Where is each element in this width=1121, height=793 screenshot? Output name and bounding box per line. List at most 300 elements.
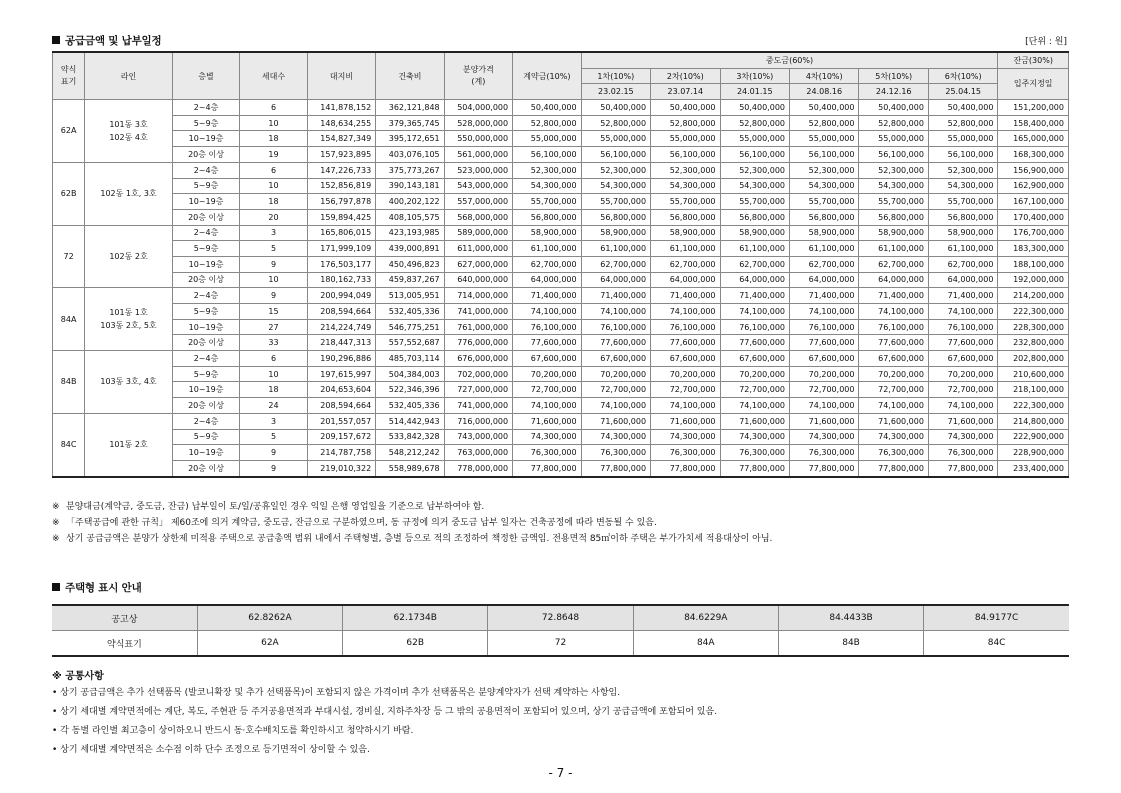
- cell-installment: 55,000,000: [720, 131, 789, 147]
- cell-deposit: 67,600,000: [513, 351, 581, 367]
- cell-installment: 77,600,000: [790, 335, 859, 351]
- cell-short-type: 84B: [778, 631, 923, 657]
- cell-installment: 52,800,000: [859, 115, 928, 131]
- cell-installment: 52,300,000: [790, 162, 859, 178]
- cell-installment: 55,000,000: [790, 131, 859, 147]
- cell-deposit: 50,400,000: [513, 100, 581, 116]
- cell-short-type: 84A: [633, 631, 778, 657]
- cell-floor: 20층 이상: [172, 398, 239, 414]
- section-title-text: 공급금액 및 납부일정: [65, 35, 162, 47]
- cell-total: 627,000,000: [444, 256, 512, 272]
- note-text: 분양대금(계약금, 중도금, 잔금) 납부일이 토/일/공휴일인 경우 익일 은행 영업일을 기준으로 납부하여야 함.: [66, 502, 485, 512]
- table-row: [53, 335, 1069, 351]
- cell-total: 557,000,000: [444, 194, 512, 210]
- header-installment-label: 4차(10%): [790, 68, 859, 84]
- table-row: [53, 131, 1069, 147]
- cell-deposit: 74,100,000: [513, 398, 581, 414]
- cell-installment: 52,300,000: [581, 162, 650, 178]
- cell-installment: 72,700,000: [651, 382, 720, 398]
- header-building: 건축비: [376, 52, 444, 100]
- cell-installment: 52,800,000: [651, 115, 720, 131]
- cell-units: 10: [240, 178, 307, 194]
- cell-installment: 70,200,000: [581, 366, 650, 382]
- cell-balance: 151,200,000: [998, 100, 1069, 116]
- cell-building: 548,212,242: [376, 445, 444, 461]
- common-item: • 상기 세대별 계약면적에는 계단, 복도, 주현관 등 주거공용면적과 부대시설, 경비실, 지하주차장 등 그 밖의 공용면적이 포함되어 있으며, 상기 공급금액에 포함되어 있음.: [52, 707, 718, 717]
- cell-installment: 56,800,000: [720, 209, 789, 225]
- cell-total: 716,000,000: [444, 413, 512, 429]
- table-row: [53, 366, 1069, 382]
- cell-installment: 52,300,000: [651, 162, 720, 178]
- header-balance: 잔금(30%): [998, 52, 1069, 68]
- cell-floor: 10~19층: [172, 131, 239, 147]
- cell-installment: 62,700,000: [651, 256, 720, 272]
- cell-installment: 58,900,000: [790, 225, 859, 241]
- cell-deposit: 55,700,000: [513, 194, 581, 210]
- cell-installment: 67,600,000: [581, 351, 650, 367]
- cell-floor: 5~9층: [172, 115, 239, 131]
- cell-units: 6: [240, 100, 307, 116]
- note-mark: ※: [52, 502, 60, 512]
- cell-installment: 56,800,000: [581, 209, 650, 225]
- cell-installment: 55,700,000: [581, 194, 650, 210]
- cell-deposit: 62,700,000: [513, 256, 581, 272]
- cell-installment: 56,100,000: [581, 147, 650, 163]
- cell-installment: 55,700,000: [928, 194, 998, 210]
- cell-balance: 192,000,000: [998, 272, 1069, 288]
- table-row: [53, 241, 1069, 257]
- note-text: 상기 공급금액은 분양가 상한제 미적용 주택으로 공급총액 범위 내에서 주택형별, 층별 등으로 적의 조정하여 책정한 금액임. 전용면적 85㎡이하 주택은 부가가치세 적용대상이 아님.: [66, 534, 773, 544]
- cell-installment: 74,100,000: [581, 398, 650, 414]
- cell-installment: 76,300,000: [790, 445, 859, 461]
- cell-building: 522,346,396: [376, 382, 444, 398]
- cell-installment: 77,800,000: [651, 460, 720, 476]
- cell-installment: 76,300,000: [651, 445, 720, 461]
- cell-floor: 2~4층: [172, 225, 239, 241]
- cell-installment: 56,100,000: [928, 147, 998, 163]
- cell-deposit: 72,700,000: [513, 382, 581, 398]
- cell-balance: 222,900,000: [998, 429, 1069, 445]
- cell-total: 714,000,000: [444, 288, 512, 304]
- cell-deposit: 76,300,000: [513, 445, 581, 461]
- cell-floor: 10~19층: [172, 256, 239, 272]
- cell-installment: 55,000,000: [651, 131, 720, 147]
- cell-deposit: 55,000,000: [513, 131, 581, 147]
- section-title-text: 주택형 표시 안내: [65, 582, 142, 594]
- cell-total: 528,000,000: [444, 115, 512, 131]
- cell-type: 84C: [53, 413, 85, 476]
- header-floor: 층별: [172, 52, 239, 100]
- cell-balance: 168,300,000: [998, 147, 1069, 163]
- cell-installment: 61,100,000: [790, 241, 859, 257]
- cell-land: 208,594,664: [307, 304, 375, 320]
- cell-installment: 76,300,000: [720, 445, 789, 461]
- cell-land: 154,827,349: [307, 131, 375, 147]
- cell-installment: 74,300,000: [859, 429, 928, 445]
- cell-line: 102동 2호: [85, 225, 173, 288]
- cell-installment: 58,900,000: [581, 225, 650, 241]
- cell-balance: 228,900,000: [998, 445, 1069, 461]
- cell-installment: 54,300,000: [720, 178, 789, 194]
- cell-installment: 58,900,000: [651, 225, 720, 241]
- table-row: [53, 445, 1069, 461]
- cell-floor: 2~4층: [172, 100, 239, 116]
- cell-installment: 71,600,000: [720, 413, 789, 429]
- cell-installment: 61,100,000: [651, 241, 720, 257]
- cell-short-type: 62A: [197, 631, 342, 657]
- header-installment-date: 25.04.15: [928, 84, 998, 100]
- cell-floor: 5~9층: [172, 241, 239, 257]
- cell-installment: 74,300,000: [790, 429, 859, 445]
- cell-installment: 71,600,000: [928, 413, 998, 429]
- cell-installment: 50,400,000: [581, 100, 650, 116]
- cell-installment: 52,300,000: [859, 162, 928, 178]
- cell-land: 165,806,015: [307, 225, 375, 241]
- cell-installment: 74,300,000: [581, 429, 650, 445]
- cell-total: 589,000,000: [444, 225, 512, 241]
- cell-land: 152,856,819: [307, 178, 375, 194]
- table-row: [53, 178, 1069, 194]
- cell-units: 6: [240, 351, 307, 367]
- header-total: 분양가격 (계): [444, 52, 512, 100]
- cell-balance: 165,000,000: [998, 131, 1069, 147]
- cell-installment: 71,600,000: [651, 413, 720, 429]
- cell-installment: 62,700,000: [928, 256, 998, 272]
- cell-installment: 77,600,000: [581, 335, 650, 351]
- cell-units: 24: [240, 398, 307, 414]
- cell-installment: 54,300,000: [581, 178, 650, 194]
- header-installment-label: 2차(10%): [651, 68, 720, 84]
- cell-building: 532,405,336: [376, 398, 444, 414]
- cell-type: 84A: [53, 288, 85, 351]
- cell-installment: 55,700,000: [859, 194, 928, 210]
- cell-building: 403,076,105: [376, 147, 444, 163]
- header-installment-label: 1차(10%): [581, 68, 650, 84]
- common-item: • 상기 공급금액은 추가 선택품목 (발코니확장 및 추가 선택품목)이 포함되지 않은 가격이며 추가 선택품목은 분양계약자가 선택 계약하는 사항임.: [52, 688, 621, 698]
- common-list: [52, 684, 717, 760]
- cell-line: 101동 1호 103동 2호, 5호: [85, 288, 173, 351]
- cell-building: 532,405,336: [376, 304, 444, 320]
- cell-installment: 58,900,000: [859, 225, 928, 241]
- cell-installment: 74,100,000: [720, 398, 789, 414]
- cell-balance: 167,100,000: [998, 194, 1069, 210]
- cell-balance: 158,400,000: [998, 115, 1069, 131]
- cell-total: 676,000,000: [444, 351, 512, 367]
- cell-building: 557,552,687: [376, 335, 444, 351]
- cell-land: 208,594,664: [307, 398, 375, 414]
- cell-deposit: 52,800,000: [513, 115, 581, 131]
- cell-building: 362,121,848: [376, 100, 444, 116]
- cell-official-type: 72.8648: [488, 605, 633, 631]
- cell-deposit: 77,600,000: [513, 335, 581, 351]
- cell-official-type: 84.6229A: [633, 605, 778, 631]
- cell-installment: 74,100,000: [859, 398, 928, 414]
- cell-floor: 20층 이상: [172, 460, 239, 476]
- table-row: [53, 319, 1069, 335]
- table-row: [53, 288, 1069, 304]
- cell-deposit: 54,300,000: [513, 178, 581, 194]
- header-installment-date: 23.02.15: [581, 84, 650, 100]
- cell-land: 156,797,878: [307, 194, 375, 210]
- cell-deposit: 77,800,000: [513, 460, 581, 476]
- cell-installment: 74,100,000: [859, 304, 928, 320]
- cell-land: 209,157,672: [307, 429, 375, 445]
- cell-deposit: 71,400,000: [513, 288, 581, 304]
- cell-line: 102동 1호, 3호: [85, 162, 173, 225]
- cell-installment: 77,600,000: [859, 335, 928, 351]
- cell-units: 5: [240, 241, 307, 257]
- cell-installment: 54,300,000: [859, 178, 928, 194]
- cell-installment: 74,100,000: [651, 398, 720, 414]
- cell-units: 6: [240, 162, 307, 178]
- cell-installment: 54,300,000: [651, 178, 720, 194]
- cell-installment: 74,300,000: [720, 429, 789, 445]
- cell-balance: 214,800,000: [998, 413, 1069, 429]
- cell-units: 20: [240, 209, 307, 225]
- cell-deposit: 74,300,000: [513, 429, 581, 445]
- cell-installment: 77,600,000: [651, 335, 720, 351]
- header-land: 대지비: [307, 52, 375, 100]
- cell-land: 171,999,109: [307, 241, 375, 257]
- cell-units: 27: [240, 319, 307, 335]
- cell-building: 558,989,678: [376, 460, 444, 476]
- cell-installment: 55,700,000: [790, 194, 859, 210]
- cell-installment: 62,700,000: [720, 256, 789, 272]
- cell-installment: 67,600,000: [859, 351, 928, 367]
- cell-floor: 5~9층: [172, 304, 239, 320]
- cell-short-type: 72: [488, 631, 633, 657]
- cell-land: 214,787,758: [307, 445, 375, 461]
- cell-deposit: 76,100,000: [513, 319, 581, 335]
- cell-total: 550,000,000: [444, 131, 512, 147]
- cell-total: 741,000,000: [444, 304, 512, 320]
- cell-installment: 74,100,000: [651, 304, 720, 320]
- cell-land: 214,224,749: [307, 319, 375, 335]
- cell-installment: 55,700,000: [651, 194, 720, 210]
- table-row: [53, 162, 1069, 178]
- header-deposit: 계약금(10%): [513, 52, 581, 100]
- header-installment-date: 24.12.16: [859, 84, 928, 100]
- note-item: [52, 515, 772, 531]
- cell-installment: 71,400,000: [790, 288, 859, 304]
- cell-building: 504,384,003: [376, 366, 444, 382]
- cell-balance: 214,200,000: [998, 288, 1069, 304]
- cell-units: 18: [240, 382, 307, 398]
- cell-installment: 50,400,000: [928, 100, 998, 116]
- cell-installment: 77,800,000: [581, 460, 650, 476]
- cell-balance: 162,900,000: [998, 178, 1069, 194]
- cell-floor: 2~4층: [172, 351, 239, 367]
- cell-units: 9: [240, 256, 307, 272]
- cell-installment: 71,600,000: [581, 413, 650, 429]
- cell-installment: 77,800,000: [928, 460, 998, 476]
- cell-floor: 20층 이상: [172, 272, 239, 288]
- cell-balance: 222,300,000: [998, 398, 1069, 414]
- cell-installment: 77,800,000: [859, 460, 928, 476]
- cell-total: 611,000,000: [444, 241, 512, 257]
- cell-short-type: 84C: [924, 631, 1069, 657]
- cell-building: 514,442,943: [376, 413, 444, 429]
- cell-units: 9: [240, 288, 307, 304]
- cell-installment: 76,100,000: [928, 319, 998, 335]
- price-schedule-table: [52, 51, 1069, 478]
- cell-floor: 20층 이상: [172, 147, 239, 163]
- cell-land: 201,557,057: [307, 413, 375, 429]
- cell-floor: 20층 이상: [172, 209, 239, 225]
- notes-block: [52, 499, 772, 547]
- cell-installment: 76,300,000: [581, 445, 650, 461]
- cell-installment: 67,600,000: [928, 351, 998, 367]
- cell-total: 727,000,000: [444, 382, 512, 398]
- cell-units: 9: [240, 460, 307, 476]
- cell-floor: 10~19층: [172, 319, 239, 335]
- cell-building: 379,365,745: [376, 115, 444, 131]
- cell-building: 408,105,575: [376, 209, 444, 225]
- cell-installment: 61,100,000: [859, 241, 928, 257]
- table-row: [53, 225, 1069, 241]
- cell-installment: 56,800,000: [859, 209, 928, 225]
- cell-official-type: 62.1734B: [343, 605, 488, 631]
- cell-total: 568,000,000: [444, 209, 512, 225]
- cell-installment: 70,200,000: [651, 366, 720, 382]
- cell-land: 159,894,425: [307, 209, 375, 225]
- cell-installment: 72,700,000: [859, 382, 928, 398]
- common-item: • 상기 세대별 계약면적은 소수점 이하 단수 조정으로 등기면적이 상이할 수 있음.: [52, 745, 370, 755]
- cell-installment: 76,100,000: [651, 319, 720, 335]
- cell-installment: 76,100,000: [581, 319, 650, 335]
- cell-installment: 52,800,000: [928, 115, 998, 131]
- cell-land: 200,994,049: [307, 288, 375, 304]
- cell-installment: 71,400,000: [720, 288, 789, 304]
- cell-installment: 76,300,000: [859, 445, 928, 461]
- cell-units: 10: [240, 115, 307, 131]
- cell-installment: 76,100,000: [720, 319, 789, 335]
- cell-balance: 202,800,000: [998, 351, 1069, 367]
- cell-installment: 71,400,000: [581, 288, 650, 304]
- cell-units: 19: [240, 147, 307, 163]
- cell-installment: 70,200,000: [790, 366, 859, 382]
- cell-installment: 64,000,000: [581, 272, 650, 288]
- table-row: [53, 100, 1069, 116]
- cell-land: 204,653,604: [307, 382, 375, 398]
- cell-units: 18: [240, 194, 307, 210]
- cell-building: 533,842,328: [376, 429, 444, 445]
- cell-building: 546,775,251: [376, 319, 444, 335]
- cell-land: 219,010,322: [307, 460, 375, 476]
- cell-installment: 56,100,000: [859, 147, 928, 163]
- cell-type: 62A: [53, 100, 85, 163]
- cell-total: 561,000,000: [444, 147, 512, 163]
- cell-deposit: 64,000,000: [513, 272, 581, 288]
- cell-floor: 10~19층: [172, 194, 239, 210]
- cell-building: 400,202,122: [376, 194, 444, 210]
- cell-line: 103동 3호, 4호: [85, 351, 173, 414]
- cell-units: 5: [240, 429, 307, 445]
- cell-installment: 62,700,000: [790, 256, 859, 272]
- cell-total: 776,000,000: [444, 335, 512, 351]
- table-row: [53, 147, 1069, 163]
- cell-deposit: 71,600,000: [513, 413, 581, 429]
- note-mark: ※: [52, 518, 60, 528]
- cell-land: 190,296,886: [307, 351, 375, 367]
- cell-installment: 52,800,000: [790, 115, 859, 131]
- table-row: [53, 460, 1069, 476]
- cell-installment: 76,100,000: [859, 319, 928, 335]
- cell-units: 3: [240, 225, 307, 241]
- cell-total: 702,000,000: [444, 366, 512, 382]
- header-installment-label: 6차(10%): [928, 68, 998, 84]
- cell-installment: 50,400,000: [651, 100, 720, 116]
- cell-installment: 56,800,000: [928, 209, 998, 225]
- cell-installment: 50,400,000: [859, 100, 928, 116]
- cell-units: 3: [240, 413, 307, 429]
- header-movein: 입주지정일: [998, 68, 1069, 99]
- table-row: [53, 194, 1069, 210]
- unit-label: [단위 : 원]: [1025, 37, 1067, 47]
- table-row: [53, 382, 1069, 398]
- cell-balance: 170,400,000: [998, 209, 1069, 225]
- cell-installment: 55,000,000: [928, 131, 998, 147]
- cell-installment: 71,400,000: [651, 288, 720, 304]
- cell-installment: 70,200,000: [859, 366, 928, 382]
- table-row: [53, 351, 1069, 367]
- cell-installment: 58,900,000: [720, 225, 789, 241]
- common-title: ※ 공통사항: [52, 671, 104, 682]
- cell-installment: 52,300,000: [928, 162, 998, 178]
- cell-type: 84B: [53, 351, 85, 414]
- cell-balance: 156,900,000: [998, 162, 1069, 178]
- cell-installment: 67,600,000: [720, 351, 789, 367]
- cell-installment: 62,700,000: [581, 256, 650, 272]
- cell-building: 423,193,985: [376, 225, 444, 241]
- cell-floor: 10~19층: [172, 382, 239, 398]
- cell-installment: 72,700,000: [928, 382, 998, 398]
- cell-balance: 228,300,000: [998, 319, 1069, 335]
- cell-building: 450,496,823: [376, 256, 444, 272]
- cell-units: 18: [240, 131, 307, 147]
- cell-installment: 50,400,000: [790, 100, 859, 116]
- cell-floor: 5~9층: [172, 178, 239, 194]
- row-label-official: 공고상: [52, 605, 197, 631]
- cell-installment: 52,800,000: [720, 115, 789, 131]
- cell-building: 485,703,114: [376, 351, 444, 367]
- cell-installment: 74,300,000: [928, 429, 998, 445]
- cell-installment: 64,000,000: [928, 272, 998, 288]
- cell-installment: 64,000,000: [790, 272, 859, 288]
- cell-total: 763,000,000: [444, 445, 512, 461]
- cell-land: 197,615,997: [307, 366, 375, 382]
- type-guide-table: [52, 604, 1069, 657]
- cell-balance: 183,300,000: [998, 241, 1069, 257]
- cell-installment: 74,100,000: [928, 398, 998, 414]
- header-installment-label: 3차(10%): [720, 68, 789, 84]
- cell-floor: 5~9층: [172, 366, 239, 382]
- table-row: [53, 256, 1069, 272]
- cell-land: 218,447,313: [307, 335, 375, 351]
- cell-installment: 70,200,000: [928, 366, 998, 382]
- cell-balance: 176,700,000: [998, 225, 1069, 241]
- cell-units: 9: [240, 445, 307, 461]
- section-title-supply-price: [52, 33, 161, 48]
- cell-land: 148,634,255: [307, 115, 375, 131]
- note-item: [52, 499, 772, 515]
- header-installment-label: 5차(10%): [859, 68, 928, 84]
- table-row: [53, 115, 1069, 131]
- note-item: [52, 531, 772, 547]
- cell-installment: 56,100,000: [720, 147, 789, 163]
- header-abbr: 약식 표기: [53, 52, 85, 100]
- cell-land: 180,162,733: [307, 272, 375, 288]
